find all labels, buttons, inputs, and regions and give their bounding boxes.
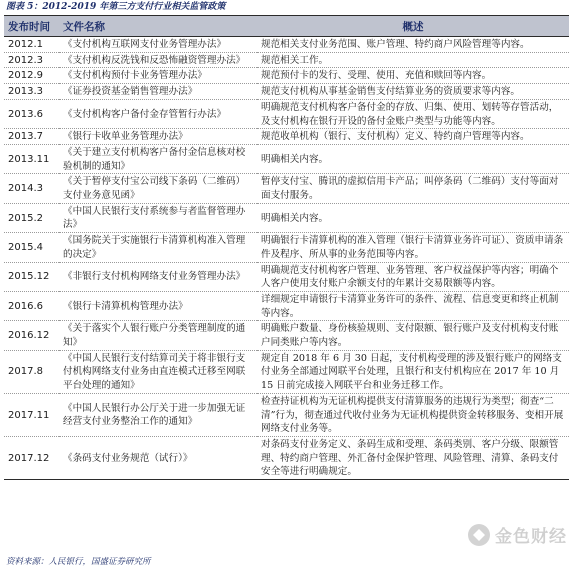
summary-cell: 暂停支付宝、腾讯的虚拟信用卡产品；叫停条码（二维码）支付等面对面支付服务。 — [257, 174, 569, 203]
summary-cell: 规范收单机构（银行、支付机构）定义、特约商户管理等内容。 — [257, 129, 569, 145]
table-row — [4, 350, 569, 393]
table-row — [4, 233, 569, 262]
date-cell: 2017.11 — [4, 393, 59, 436]
summary-cell: 明确相关内容。 — [257, 203, 569, 232]
watermark — [468, 522, 567, 547]
document-name-cell: 《银行卡收单业务管理办法》 — [59, 129, 257, 145]
table-row — [4, 37, 569, 53]
table-row — [4, 174, 569, 203]
table-row — [4, 393, 569, 436]
document-name-cell: 《国务院关于实施银行卡清算机构准入管理的决定》 — [59, 233, 257, 262]
date-cell: 2016.12 — [4, 321, 59, 350]
date-cell: 2013.11 — [4, 144, 59, 173]
table-row — [4, 52, 569, 68]
table-row — [4, 291, 569, 320]
document-name-cell: 《支付机构客户备付金存管暂行办法》 — [59, 99, 257, 128]
header-name: 文件名称 — [59, 16, 257, 37]
table-row — [4, 144, 569, 173]
watermark-logo-icon — [468, 524, 490, 546]
document-name-cell: 《支付机构反洗钱和反恐怖融资管理办法》 — [59, 52, 257, 68]
date-cell: 2013.3 — [4, 84, 59, 100]
table-row — [4, 68, 569, 84]
document-name-cell: 《银行卡清算机构管理办法》 — [59, 291, 257, 320]
document-name-cell: 《非银行支付机构网络支付业务管理办法》 — [59, 262, 257, 291]
summary-cell: 详细规定申请银行卡清算业务许可的条件、流程、信息变更和终止机制等内容。 — [257, 291, 569, 320]
date-cell: 2017.12 — [4, 436, 59, 479]
summary-cell: 明确规范支付机构客户备付金的存放、归集、使用、划转等存管活动，及支付机构在银行开设的备付金账户类型与功能等内容。 — [257, 99, 569, 128]
date-cell: 2013.6 — [4, 99, 59, 128]
date-cell: 2015.12 — [4, 262, 59, 291]
document-name-cell: 《中国人民银行办公厅关于进一步加强无证经营支付业务整治工作的通知》 — [59, 393, 257, 436]
table-row — [4, 99, 569, 128]
table-row — [4, 321, 569, 350]
document-name-cell: 《关于建立支付机构客户备付金信息核对校验机制的通知》 — [59, 144, 257, 173]
summary-cell: 规范相关工作。 — [257, 52, 569, 68]
table-row — [4, 262, 569, 291]
summary-cell: 明确银行卡清算机构的准入管理（银行卡清算业务许可证）、资质申请条件及程序、所从事的业务范围等内容。 — [257, 233, 569, 262]
document-name-cell: 《关于落实个人银行账户分类管理制度的通知》 — [59, 321, 257, 350]
summary-cell: 明确规范支付机构客户管理、业务管理、客户权益保护等内容；明确个人客户使用支付账户余额支付的年累计交易限额等内容。 — [257, 262, 569, 291]
date-cell: 2016.6 — [4, 291, 59, 320]
document-name-cell: 《条码支付业务规范（试行）》 — [59, 436, 257, 479]
summary-cell: 明确账户数量、身份核验规则、支付限额、银行账户及支付机构支付账户同类账户等内容。 — [257, 321, 569, 350]
date-cell: 2012.3 — [4, 52, 59, 68]
table-row — [4, 436, 569, 479]
table-row — [4, 129, 569, 145]
header-summary: 概述 — [257, 16, 569, 37]
summary-cell: 规定自 2018 年 6 月 30 日起，支付机构受理的涉及银行账户的网络支付业务全部通过网联平台处理，且银行和支付机构应在 2017 年 10 月 15 日前完成接入网联平台和业务迁移工作。 — [257, 350, 569, 393]
document-name-cell: 《证券投资基金销售管理办法》 — [59, 84, 257, 100]
date-cell: 2015.2 — [4, 203, 59, 232]
date-cell: 2013.7 — [4, 129, 59, 145]
date-cell: 2017.8 — [4, 350, 59, 393]
header-date: 发布时间 — [4, 16, 59, 37]
source-note: 资料来源：人民银行，国盛证券研究所 — [6, 557, 151, 567]
summary-cell: 规范预付卡的发行、受理、使用、充值和赎回等内容。 — [257, 68, 569, 84]
summary-cell: 检查持证机构为无证机构提供支付清算服务的违规行为类型；彻查“二清”行为，彻查通过代收付业务为无证机构提供资金转移服务、变相开展网络支付业务等。 — [257, 393, 569, 436]
table-row — [4, 84, 569, 100]
table-body — [4, 37, 569, 480]
figure-title: 图表 5：2012-2019 年第三方支付行业相关监管政策 — [6, 2, 226, 12]
watermark-text: 金色财经 — [495, 527, 567, 547]
document-name-cell: 《中国人民银行支付结算司关于将非银行支付机构网络支付业务由直连模式迁移至网联平台处理的通知》 — [59, 350, 257, 393]
date-cell: 2015.4 — [4, 233, 59, 262]
summary-cell: 规范支付机构从事基金销售支付结算业务的资质要求等内容。 — [257, 84, 569, 100]
date-cell: 2012.9 — [4, 68, 59, 84]
date-cell: 2014.3 — [4, 174, 59, 203]
document-name-cell: 《支付机构预付卡业务管理办法》 — [59, 68, 257, 84]
document-name-cell: 《关于暂停支付宝公司线下条码（二维码）支付业务意见函》 — [59, 174, 257, 203]
summary-cell: 对条码支付业务定义、条码生成和受理、条码类别、客户分级、限额管理、特约商户管理、外汇备付金保护管理、风险管理、清算、条码支付安全等进行明确规定。 — [257, 436, 569, 479]
summary-cell: 明确相关内容。 — [257, 144, 569, 173]
table-header-row — [4, 16, 569, 37]
document-name-cell: 《支付机构互联网支付业务管理办法》 — [59, 37, 257, 53]
summary-cell: 规范相关支付业务范围、账户管理、特约商户风险管理等内容。 — [257, 37, 569, 53]
table-row — [4, 203, 569, 232]
date-cell: 2012.1 — [4, 37, 59, 53]
regulation-table — [4, 16, 569, 480]
document-name-cell: 《中国人民银行支付系统参与者监督管理办法》 — [59, 203, 257, 232]
